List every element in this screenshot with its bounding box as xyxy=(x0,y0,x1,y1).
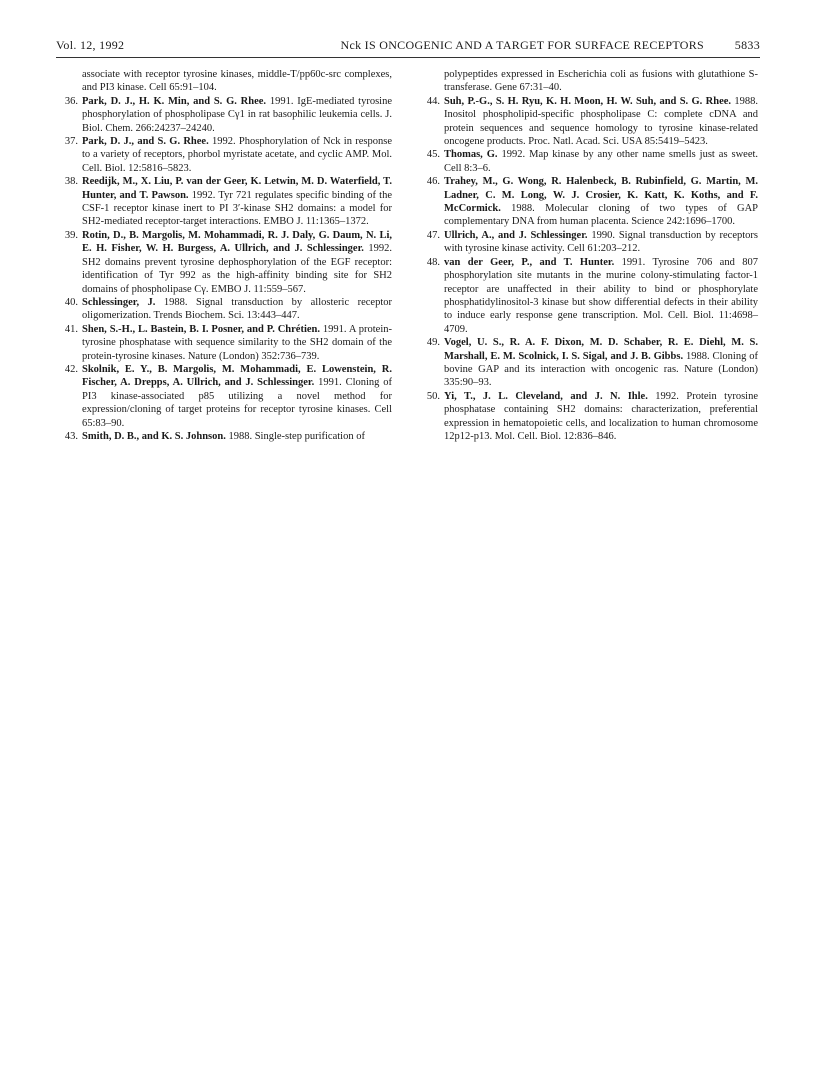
reference-body: 1988. Single-step purification of xyxy=(228,430,365,442)
reference-number: 47. xyxy=(426,229,440,241)
reference-number: 39. xyxy=(64,229,78,241)
reference-authors: Skolnik, E. Y., B. Margolis, M. Mohammadi, E. Lowenstein, R. Fischer, A. Drepps, A. Ullrich, and J. Schlessinger. xyxy=(82,363,392,389)
reference-entry xyxy=(420,336,758,390)
reference-number: 48. xyxy=(426,256,440,268)
reference-list-left xyxy=(58,95,392,444)
reference-authors: Vogel, U. S., R. A. F. Dixon, M. D. Schaber, R. E. Diehl, M. S. Marshall, E. M. Scolnick, I. S. Sigal, and J. B. Gibbs. xyxy=(444,337,758,362)
reference-entry xyxy=(420,229,758,256)
reference-body: 1991. Cloning of PI3 kinase-associated p85 utilizing a novel method for expression/cloning of target proteins for receptor tyrosine kinases. Cell 65:83–90. xyxy=(82,377,393,429)
reference-authors: Shen, S.-H., L. Bastein, B. I. Posner, and P. Chrétien. xyxy=(82,323,320,335)
reference-authors: Rotin, D., B. Margolis, M. Mohammadi, R. J. Daly, G. Daum, N. Li, E. H. Fisher, W. H. Burgess, A. Ullrich, and J. Schlessinger. xyxy=(82,229,392,255)
reference-number: 44. xyxy=(426,95,440,107)
reference-authors: Ullrich, A., and J. Schlessinger. xyxy=(444,229,588,241)
reference-entry xyxy=(420,148,758,175)
running-title: Nck IS ONCOGENIC AND A TARGET FOR SURFACE RECEPTORS xyxy=(340,38,704,52)
reference-entry xyxy=(58,323,392,363)
reference-authors: Schlessinger, J. xyxy=(82,296,156,308)
reference-body: 1991. IgE-mediated tyrosine phosphorylation of phospholipase Cγ1 in rat basophilic leukemia cells. J. Biol. Chem. 266:24237–24240. xyxy=(82,95,392,134)
reference-entry xyxy=(58,363,392,430)
reference-list-right xyxy=(420,95,758,444)
reference-body: 1988. Inositol phospholipid-specific phospholipase C: complete cDNA and protein sequences and sequence homology to tyrosine kinase-related oncogene products. Proc. Natl. Acad. Sci. USA 85:5419–5423. xyxy=(444,95,758,148)
reference-body: 1991. A protein-tyrosine phosphatase with sequence similarity to the SH2 domain of the protein-tyrosine kinases. Nature (London) 352:736–739. xyxy=(82,323,392,362)
reference-entry xyxy=(58,95,392,135)
reference-number: 50. xyxy=(426,390,440,402)
reference-authors: Reedijk, M., X. Liu, P. van der Geer, K. Letwin, M. D. Waterfield, T. Hunter, and T. Pawson. xyxy=(82,176,392,201)
reference-authors: Park, D. J., H. K. Min, and S. G. Rhee. xyxy=(82,95,267,107)
reference-body: 1992. SH2 domains prevent tyrosine dephosphorylation of the EGF receptor: identification of Tyr 992 as the high-affinity binding site for SH2 domains of phospholipase Cγ. EMBO J. 11:559–567. xyxy=(82,243,393,295)
reference-body: 1992. Phosphorylation of Nck in response to a variety of receptors, phorbol myristate acetate, and cyclic AMP. Mol. Cell. Biol. 12:5816–5823. xyxy=(82,136,392,174)
right-column xyxy=(420,68,758,443)
reference-number: 38. xyxy=(64,176,78,188)
reference-authors: Trahey, M., G. Wong, R. Halenbeck, B. Rubinfield, G. Martin, M. Ladner, C. M. Long, W. J. Crosier, K. Katt, K. Koths, and F. McCormick. xyxy=(444,176,758,215)
reference-entry xyxy=(420,390,758,444)
reference-authors: Thomas, G. xyxy=(444,149,498,161)
reference-continuation: associate with receptor tyrosine kinases, middle-T/pp60c-src complexes, and PI3 kinase. Cell 65:91–104. xyxy=(82,69,392,94)
reference-entry xyxy=(58,135,392,175)
reference-number: 36. xyxy=(64,95,78,107)
reference-continuation: polypeptides expressed in Escherichia coli as fusions with glutathione S-transferase. Gene 67:31–40. xyxy=(444,69,758,94)
reference-authors: Park, D. J., and S. G. Rhee. xyxy=(82,136,209,148)
reference-number: 49. xyxy=(426,337,440,349)
page-header xyxy=(56,38,760,56)
reference-body: 1988. Signal transduction by allosteric receptor oligomerization. Trends Biochem. Sci. 13:443–447. xyxy=(82,296,392,322)
header-rule xyxy=(56,57,760,58)
reference-entry xyxy=(58,229,392,296)
reference-body: 1991. Tyrosine 706 and 807 phosphorylation site mutants in the murine colony-stimulating factor-1 receptor are unaffected in their ability to bind or phosphorylate phosphatidylinositol-3 kinase but show differential defects in their ability to induce early response gene transcription. Mol. Cell. Biol. 11:4698–4709. xyxy=(444,256,759,335)
reference-body: 1992. Protein tyrosine phosphatase containing SH2 domains: characterization, preferential expression in hematopoietic cells, and localization to human chromosome 12p12-p13. Mol. Cell. Biol. 12:836–846. xyxy=(444,390,758,442)
reference-authors: Suh, P.-G., S. H. Ryu, K. H. Moon, H. W. Suh, and S. G. Rhee. xyxy=(444,95,732,107)
reference-entry xyxy=(58,296,392,323)
reference-body: 1992. Tyr 721 regulates specific binding of the CSF-1 receptor kinase inert to PI 3′-kinase SH2 domains: a model for SH2-mediated receptor-target interactions. EMBO J. 11:1365–1372. xyxy=(82,189,392,228)
reference-body: 1988. Cloning of bovine GAP and its interaction with oncogenic ras. Nature (London) 335:90–93. xyxy=(444,350,758,389)
reference-entry xyxy=(58,175,392,229)
reference-number: 41. xyxy=(64,323,78,335)
reference-number: 37. xyxy=(64,136,78,148)
reference-authors: van der Geer, P., and T. Hunter. xyxy=(444,256,615,268)
reference-body: 1992. Map kinase by any other name smells just as sweet. Cell 8:3–6. xyxy=(444,149,759,174)
reference-authors: Yi, T., J. L. Cleveland, and J. N. Ihle. xyxy=(444,390,648,402)
reference-entry xyxy=(58,430,392,443)
reference-number: 45. xyxy=(426,149,440,161)
reference-body: 1988. Molecular cloning of two types of GAP complementary DNA from human placenta. Science 242:1696–1700. xyxy=(444,203,758,228)
reference-body: 1990. Signal transduction by receptors with tyrosine kinase activity. Cell 61:203–212. xyxy=(444,229,759,255)
reference-entry xyxy=(420,95,758,149)
reference-number: 42. xyxy=(64,363,78,375)
reference-number: 46. xyxy=(426,176,440,188)
reference-entry xyxy=(420,175,758,229)
volume-label: Vol. 12, 1992 xyxy=(56,38,125,52)
page-number: 5833 xyxy=(734,38,760,52)
reference-number: 43. xyxy=(64,430,78,442)
reference-authors: Smith, D. B., and K. S. Johnson. xyxy=(82,430,226,442)
left-column xyxy=(58,68,392,443)
reference-entry xyxy=(420,256,758,336)
reference-number: 40. xyxy=(64,296,78,308)
